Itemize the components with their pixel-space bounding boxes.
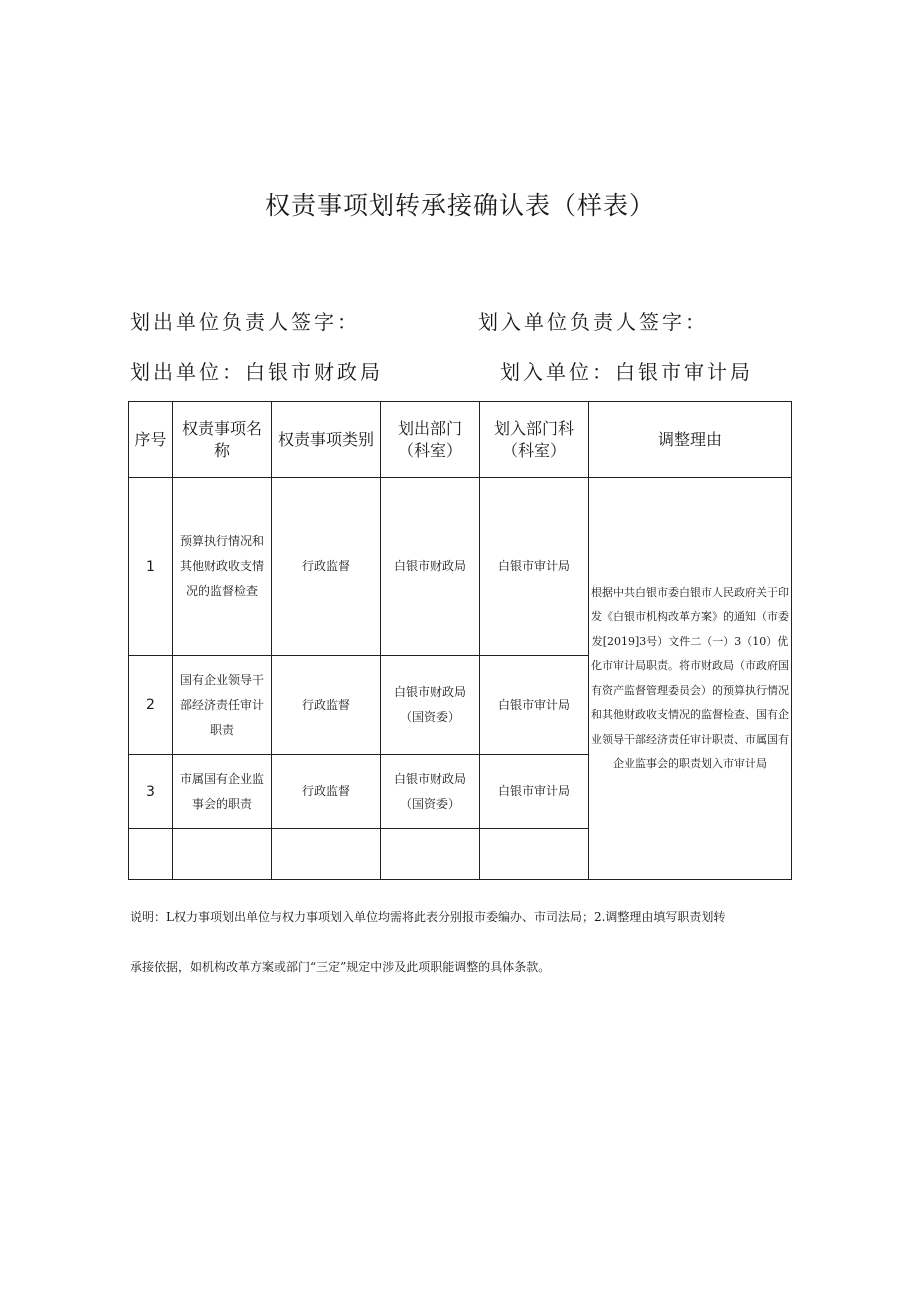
from-dept-cell: 白银市财政局: [381, 478, 480, 656]
note-line-2: 承接依据，如机构改革方案或部门“三定”规定中涉及此项职能调整的具体条款。: [130, 960, 551, 974]
header-cell: 划出部门（科室）: [381, 402, 480, 478]
row-number: 2: [129, 656, 173, 755]
transfer-table: [128, 401, 792, 880]
to-dept-cell: 白银市审计局: [480, 478, 589, 656]
category-cell: 行政监督: [272, 656, 381, 755]
reason-cell: 根据中共白银市委白银市人民政府关于印发《白银市机构改革方案》的通知（市委发[2019]3号）文件二（一）3（10）优化市审计局职责。将市财政局（市政府国有资产监督管理委员会）的预算执行情况和其他财政收支情况的监督检查、国有企业领导干部经济责任审计职责、市属国有企业监事会的职责划入市审计局: [589, 478, 792, 880]
note-line-1: 说明：L权力事项划出单位与权力事项划入单位均需将此表分别报市委编办、市司法局；2.调整理由填写职责划转: [130, 910, 726, 924]
table-header-row: [129, 402, 792, 478]
in-unit-label: 划入单位：白银市审计局: [500, 360, 753, 384]
item-name-cell: 市属国有企业监事会的职责: [173, 755, 272, 829]
from-dept-cell: 白银市财政局（国资委）: [381, 755, 480, 829]
from-dept-cell: 白银市财政局（国资委）: [381, 656, 480, 755]
table-row: [129, 478, 792, 656]
category-cell: 行政监督: [272, 478, 381, 656]
empty-cell: [272, 829, 381, 880]
out-unit-label: 划出单位：白银市财政局: [130, 360, 383, 384]
header-cell: 划入部门科（科室）: [480, 402, 589, 478]
header-cell: 序号: [129, 402, 173, 478]
row-number: 3: [129, 755, 173, 829]
item-name-cell: 国有企业领导干部经济责任审计职责: [173, 656, 272, 755]
empty-cell: [480, 829, 589, 880]
to-dept-cell: 白银市审计局: [480, 656, 589, 755]
empty-cell: [381, 829, 480, 880]
empty-cell: [173, 829, 272, 880]
header-cell: 调整理由: [589, 402, 792, 478]
to-dept-cell: 白银市审计局: [480, 755, 589, 829]
header-cell: 权责事项类别: [272, 402, 381, 478]
item-name-cell: 预算执行情况和其他财政收支情况的监督检查: [173, 478, 272, 656]
empty-cell: [129, 829, 173, 880]
out-leader-signature-label: 划出单位负责人签字：: [130, 310, 360, 334]
category-cell: 行政监督: [272, 755, 381, 829]
page-title: 权责事项划转承接确认表（样表）: [264, 191, 655, 220]
header-cell: 权责事项名称: [173, 402, 272, 478]
in-leader-signature-label: 划入单位负责人签字：: [478, 310, 708, 334]
row-number: 1: [129, 478, 173, 656]
